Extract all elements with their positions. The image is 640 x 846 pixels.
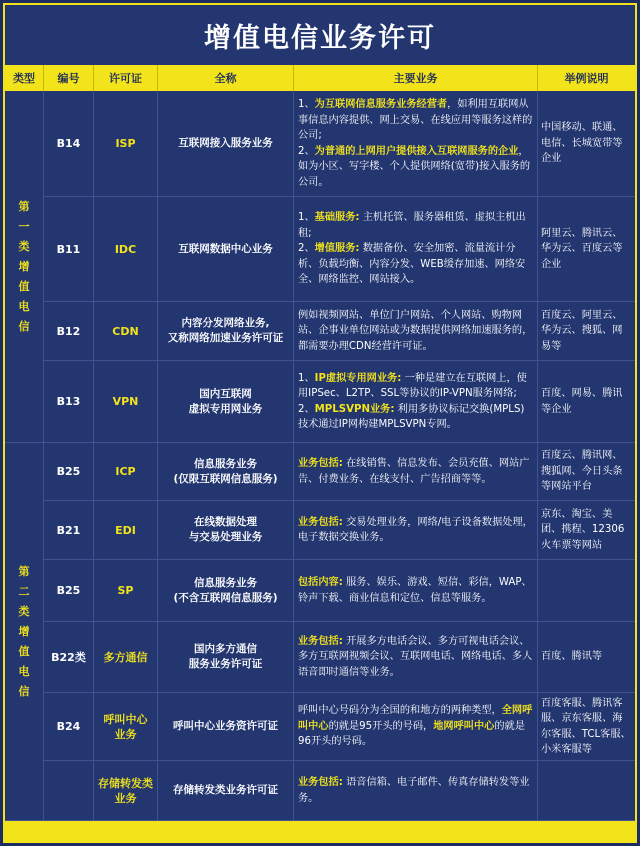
row-business [294,361,538,442]
table-row [44,361,635,443]
row-example [538,761,635,820]
row-fullname: 信息服务业务 (不含互联网信息服务) [158,560,294,621]
business-highlight: IP虚拟专用网业务: [314,372,402,384]
business-text: 利用多协议标记交换(MPLS)技术通过IP网构建MPLSVPN专网。 [298,403,525,430]
row-license: EDI [94,501,158,559]
table-row [44,501,635,560]
row-fullname: 互联网数据中心业务 [158,197,294,301]
row-example: 阿里云、腾讯云、华为云、百度云等企业 [541,227,623,270]
business-text: 交易处理业务，网络/电子设备数据处理，电子数据交换业务。 [298,516,533,543]
business-text: ，如利用互联网从事信息内容提供、网上交易、在线应用等服务这样的公司; [298,99,533,141]
row-code: B24 [44,693,94,760]
row-business [294,443,538,500]
table-row [44,761,635,821]
row-fullname: 呼叫中心业务资许可证 [158,693,294,760]
row-fullname: 互联网接入服务业务 [158,91,294,196]
page-title: 增值电信业务许可 [204,22,436,54]
table-row [44,302,635,361]
business-text: 2、 [298,403,315,415]
row-fullname: 存储转发类业务许可证 [158,761,294,820]
business-text: 1、 [298,212,315,224]
group-category-1 [5,91,44,443]
table-row [44,622,635,693]
header-fullname: 全称 [158,65,294,91]
business-text: 服务、娱乐、游戏、短信、彩信，WAP、铃声下载、商业信息和定位、信息等服务。 [298,577,532,604]
row-code: B13 [44,361,94,442]
footer-bar [5,821,635,841]
group-category-2-label: 第 二 类 增 值 电 信 [18,564,30,698]
table-row [44,693,635,761]
business-text: 的就是95开头的号码， [328,720,434,732]
row-fullname: 国内互联网 虚拟专用网业务 [158,361,294,442]
row-license: CDN [94,302,158,360]
row-license: SP [94,560,158,621]
row-code: B14 [44,91,94,196]
group-category-2 [5,443,44,821]
table-row [44,91,635,197]
group-category-1-label: 第 一 类 增 值 电 信 [18,199,30,333]
business-text: 2、 [298,145,315,157]
header-type: 类型 [5,65,44,91]
business-highlight: 增值服务: [314,243,360,255]
row-business [294,560,538,621]
row-code: B21 [44,501,94,559]
business-text: 的就是96开头的号码。 [298,720,525,748]
row-fullname: 在线数据处理 与交易处理业务 [158,501,294,559]
row-fullname: 信息服务业务 (仅限互联网信息服务) [158,443,294,500]
business-highlight: 全网呼叫中心 [298,705,533,732]
business-text: 1、 [298,99,315,110]
license-table-frame [3,3,637,843]
business-highlight: 为互联网信息服务业务经营者 [314,99,448,110]
row-example: 百度云、腾讯网、搜狐网、今日头条等网站平台 [541,450,623,493]
business-highlight: 业务包括: [298,777,343,788]
row-license: IDC [94,197,158,301]
business-text: 主机托管、服务器租赁、虚拟主机出租; [298,212,526,239]
row-license: ISP [94,91,158,196]
business-text: ，如为小区、写字楼、个人提供网络(宽带)接入服务的公司。 [298,145,531,188]
row-example: 百度、腾讯等 [541,651,603,663]
row-example: 京东、淘宝、美团、携程、12306火车票等网站 [541,508,625,551]
header-code: 编号 [44,65,94,91]
row-business [294,91,538,196]
row-fullname: 内容分发网络业务, 又称网络加速业务许可证 [158,302,294,360]
business-text: 语音信箱、电子邮件、传真存储转发等业务。 [298,777,530,804]
business-highlight: 基础服务: [314,212,360,224]
row-example [538,560,635,621]
row-license: 呼叫中心 业务 [94,693,158,760]
business-text: 例如视频网站、单位门户网站、个人网站、购物网站、企事业单位网站或为数据提供网络加速服务的，都需要办理CDN经营许可证。 [298,309,533,352]
row-example: 百度、网易、腾讯等企业 [541,388,623,415]
row-code: B25 [44,560,94,621]
row-business [294,693,538,760]
table-row [44,443,635,501]
row-business [294,197,538,301]
business-text: 数据备份、安全加密、流量流计分析、负载均衡、内容分发、WEB缓存加速、网络安全、网络监控、网站接入。 [298,243,526,286]
business-text: 1、 [298,372,315,384]
table-row [44,560,635,622]
row-code: B25 [44,443,94,500]
business-text: 2、 [298,243,315,255]
row-license: ICP [94,443,158,500]
business-highlight: 业务包括: [298,458,343,469]
row-business [294,302,538,360]
table-row [44,197,635,302]
row-code: B22类 [44,622,94,692]
row-business [294,501,538,559]
business-text: 开展多方电话会议、多方可视电话会议、多方互联网视频会议、互联网电话、网络电话、多人语音即时通信等业务。 [298,635,533,678]
row-code: B11 [44,197,94,301]
row-license: VPN [94,361,158,442]
business-highlight: 为普通的上网用户提供接入互联网服务的企业 [314,145,519,157]
business-text: 在线销售、信息发布、会员充值、网站广告、付费业务、在线支付、广告招商等等。 [298,458,530,485]
row-example: 百度云、阿里云、华为云、搜狐、网易等 [541,309,623,352]
row-code: B12 [44,302,94,360]
header-license: 许可证 [94,65,158,91]
row-business [294,761,538,820]
business-highlight: 地网呼叫中心 [433,720,495,732]
row-example: 百度客服、腾讯客服、京东客服、海尔客服、TCL客服、小米客服等 [541,697,631,755]
business-highlight: 包括内容: [298,577,343,588]
row-example: 中国移动、联通、电信、长城宽带等企业 [541,122,623,165]
business-highlight: 业务包括: [298,635,343,647]
business-text: 一种是建立在互联网上，使用IPSec、L2TP、SSL等协议的IP-VPN服务网络; [298,372,527,399]
row-code [44,761,94,820]
row-business [294,622,538,692]
table-header [5,65,635,91]
header-example: 举例说明 [564,72,609,85]
business-highlight: 业务包括: [298,516,343,528]
row-license: 多方通信 [94,622,158,692]
row-fullname: 国内多方通信 服务业务许可证 [158,622,294,692]
header-business: 主要业务 [294,65,538,91]
business-text: 呼叫中心号码分为全国的和地方的两种类型， [298,705,502,717]
row-license: 存储转发类 业务 [94,761,158,820]
business-highlight: MPLSVPN业务: [314,403,395,415]
